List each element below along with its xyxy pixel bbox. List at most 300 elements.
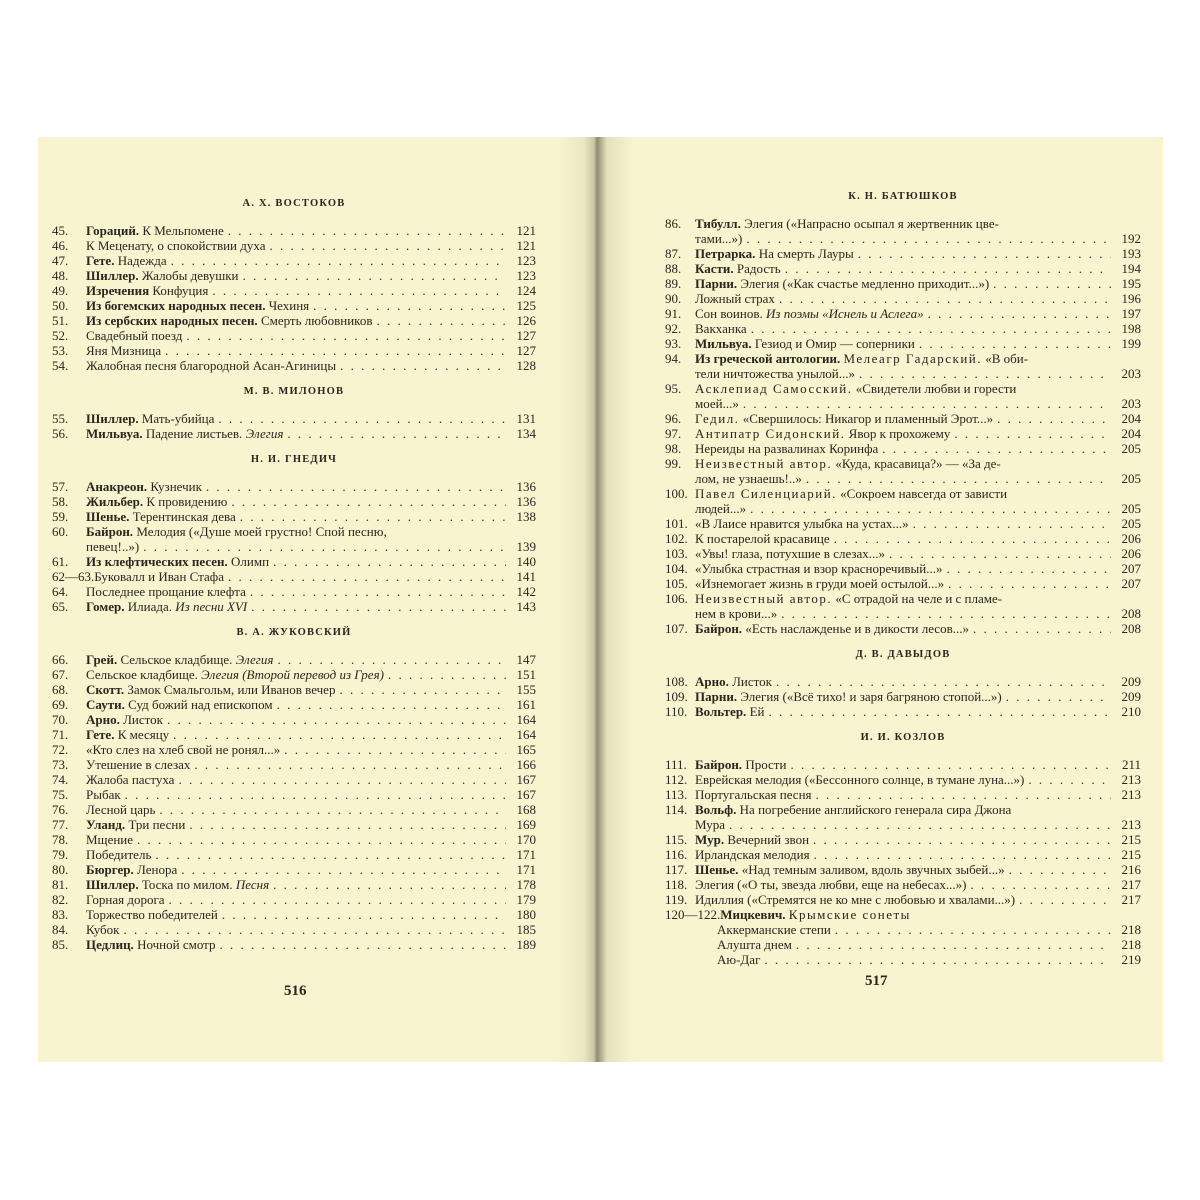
leader-dots [222, 907, 506, 922]
entry-body [86, 772, 506, 787]
entry-page: 193 [1121, 246, 1141, 261]
entry-title: Прости [745, 757, 787, 772]
toc-entry [52, 599, 536, 614]
entry-body [86, 847, 506, 862]
entry-page: 205 [1121, 441, 1141, 456]
entry-page: 198 [1121, 321, 1141, 336]
entry-body [717, 937, 1111, 952]
entry-text [86, 599, 247, 614]
entry-page: 168 [516, 802, 536, 817]
toc-entry [665, 531, 1141, 546]
entry-title: «С отрадой на челе и с пламе- [835, 591, 1003, 606]
leader-dots [993, 276, 1111, 291]
entry-body [86, 682, 506, 697]
entry-page: 161 [516, 697, 536, 712]
entry-title: На смерть Лауры [758, 246, 854, 261]
entry-author: Арно. [86, 712, 120, 727]
entry-page: 218 [1121, 922, 1141, 937]
entry-number: 113. [665, 787, 688, 802]
entry-title: Мать-убийца [141, 411, 215, 426]
entry-title: Смерть любовников [260, 313, 373, 328]
entry-page: 141 [516, 569, 536, 584]
leader-dots [167, 712, 506, 727]
entry-text [86, 343, 161, 358]
leader-dots [218, 411, 506, 426]
entry-body [86, 253, 506, 268]
toc-entry [665, 704, 1141, 719]
entry-text [695, 261, 781, 276]
toc-entry [52, 847, 536, 862]
entry-text [86, 268, 239, 283]
entry-title: Яня Мизница [86, 343, 162, 358]
entry-italic: Из песни XVI [175, 599, 248, 614]
toc-entry [52, 682, 536, 697]
entry-body [695, 276, 1111, 291]
entry-text [86, 817, 185, 832]
entry-page: 134 [516, 426, 536, 441]
toc-entry [665, 351, 1141, 381]
entry-title: Надежда [117, 253, 167, 268]
entry-number: 83. [52, 907, 69, 922]
entry-text [86, 847, 151, 862]
toc-entry [665, 486, 1141, 516]
entry-body [695, 261, 1111, 276]
entry-page: 140 [516, 554, 536, 569]
page-number: 517 [865, 973, 888, 989]
entry-title: Жалобная песня благородной Асан-Агиницы [86, 358, 337, 373]
toc-section [52, 196, 536, 373]
entry-body [86, 802, 506, 817]
entry-author: Из греческой антологии. [695, 351, 841, 366]
entry-title: «Куда, красавица?» — «За де- [835, 456, 1001, 471]
page-number: 516 [284, 983, 307, 999]
entry-page: 216 [1121, 862, 1141, 877]
entry-title: Вечерний звон [727, 832, 810, 847]
entry-number: 52. [52, 328, 69, 343]
leader-dots [269, 238, 506, 253]
leader-dots [165, 343, 506, 358]
entry-text [86, 667, 384, 682]
entry-line1 [695, 351, 1141, 366]
entry-body [86, 599, 506, 614]
leader-dots [231, 494, 506, 509]
entry-body [695, 411, 1111, 426]
entry-page: 204 [1121, 411, 1141, 426]
entry-text [86, 892, 165, 907]
entry-author: Касти. [695, 261, 734, 276]
entry-number: 46. [52, 238, 69, 253]
entry-body [695, 802, 1141, 832]
entry-text [86, 298, 309, 313]
entry-title: Победитель [86, 847, 152, 862]
entry-author: Жильбер. [86, 494, 144, 509]
toc-entry [665, 291, 1141, 306]
entry-text [86, 937, 215, 952]
leader-dots [750, 501, 1111, 516]
entry-number: 60. [52, 524, 69, 539]
entry-title: Алушта днем [717, 937, 792, 952]
toc-entry [665, 847, 1141, 862]
entry-page: 125 [516, 298, 536, 313]
entry-body [86, 862, 506, 877]
entry-author: Саути. [86, 697, 125, 712]
entry-line2 [695, 231, 1141, 246]
toc-entry [52, 802, 536, 817]
entry-number: 107. [665, 621, 688, 636]
entry-number: 73. [52, 757, 69, 772]
entry-author: Гомер. [86, 599, 125, 614]
leader-dots [123, 922, 506, 937]
section-title: М. В. МИЛОНОВ [243, 386, 345, 397]
leader-dots [376, 313, 506, 328]
entry-number: 120—122. [665, 907, 721, 922]
entry-number: 74. [52, 772, 69, 787]
entry-title: Мщение [86, 832, 134, 847]
leader-dots [143, 539, 506, 554]
entry-page: 151 [516, 667, 536, 682]
leader-dots [189, 817, 506, 832]
entry-line2 [86, 539, 536, 554]
entry-title: Вакханка [695, 321, 747, 336]
entry-number: 76. [52, 802, 69, 817]
entry-page: 205 [1121, 501, 1141, 516]
entry-title: «Сокроем навсегда от зависти [840, 486, 1008, 501]
entry-number: 75. [52, 787, 69, 802]
leader-dots [206, 479, 506, 494]
entry-author: Тибулл. [695, 216, 741, 231]
entry-page: 136 [516, 494, 536, 509]
entry-number: 58. [52, 494, 69, 509]
toc-entry [52, 742, 536, 757]
leader-dots [928, 306, 1111, 321]
entry-text [86, 877, 269, 892]
entry-title: Аккерманские степи [717, 922, 831, 937]
entry-title: Элегия («Всё тихо! и заря багряною стопой...») [740, 689, 1002, 704]
entry-text [86, 787, 121, 802]
leader-dots [813, 832, 1111, 847]
leader-dots [228, 223, 506, 238]
entry-title: Ленора [137, 862, 178, 877]
entry-page: 211 [1121, 757, 1141, 772]
entry-title: Тоска по милом. [141, 877, 233, 892]
entry-body [695, 486, 1141, 516]
toc-entry [52, 787, 536, 802]
entry-body [86, 328, 506, 343]
entry-author: Уланд. [86, 817, 126, 832]
leader-dots [816, 787, 1111, 802]
leader-dots [1009, 862, 1111, 877]
entry-page: 143 [516, 599, 536, 614]
entry-page: 207 [1121, 561, 1141, 576]
entry-italic: Из поэмы «Иснель и Аслега» [765, 306, 924, 321]
entry-text [695, 381, 1016, 396]
toc-entry [665, 381, 1141, 411]
entry-number: 111. [665, 757, 687, 772]
entry-text [86, 712, 163, 727]
entry-page: 126 [516, 313, 536, 328]
entry-page: 185 [516, 922, 536, 937]
toc-entry [665, 441, 1141, 456]
leader-dots [785, 261, 1111, 276]
entry-page: 171 [516, 862, 536, 877]
leader-dots [743, 396, 1111, 411]
entry-body [695, 321, 1111, 336]
toc-entry [665, 456, 1141, 486]
entry-title: «Свидетели любви и горести [855, 381, 1017, 396]
entry-title: Жалоба пастуха [86, 772, 175, 787]
entry-number: 116. [665, 847, 688, 862]
entry-title: Рыбак [86, 787, 121, 802]
entry-italic: Элегия [245, 426, 284, 441]
entry-author: Байрон. [695, 621, 743, 636]
entry-page: 207 [1121, 576, 1141, 591]
leader-dots [858, 246, 1111, 261]
entry-author: Грей. [86, 652, 118, 667]
entry-spaced-author: Неизвестный автор. [695, 591, 833, 606]
entry-text [695, 877, 966, 892]
entry-page: 179 [516, 892, 536, 907]
entry-title: «Увы! глаза, потухшие в слезах...» [695, 546, 886, 561]
leader-dots [776, 674, 1111, 689]
entry-page: 167 [516, 772, 536, 787]
entry-body [695, 561, 1111, 576]
entry-title: Последнее прощание клефта [86, 584, 246, 599]
toc-section [52, 384, 536, 441]
entry-page: 178 [516, 877, 536, 892]
leader-dots [768, 704, 1111, 719]
entry-title: Радость [736, 261, 781, 276]
entry-number: 97. [665, 426, 682, 441]
toc-entry [52, 479, 536, 494]
toc-entry [665, 832, 1141, 847]
entry-page: 121 [516, 238, 536, 253]
entry-page: 166 [516, 757, 536, 772]
toc-entry [665, 621, 1141, 636]
entry-title: Листок [123, 712, 163, 727]
entry-title: Лесной царь [86, 802, 156, 817]
entry-text [695, 832, 809, 847]
entry-text [695, 772, 1024, 787]
entry-title: Конфуция [152, 283, 209, 298]
entry-page: 208 [1121, 621, 1141, 636]
entry-number: 69. [52, 697, 69, 712]
entry-title: Еврейская мелодия («Бессонного солнце, в тумане луна...») [695, 772, 1025, 787]
entry-body [695, 862, 1111, 877]
entry-page: 124 [516, 283, 536, 298]
entry-number: 78. [52, 832, 69, 847]
entry-page: 195 [1121, 276, 1141, 291]
leader-dots [340, 358, 506, 373]
toc-entry [52, 298, 536, 313]
entry-text [695, 426, 950, 441]
leader-dots [1028, 772, 1111, 787]
entry-number: 101. [665, 516, 688, 531]
entry-author: Мицкевич. [720, 907, 786, 922]
entry-title: К месяцу [117, 727, 170, 742]
entry-number: 68. [52, 682, 69, 697]
entry-text [695, 246, 854, 261]
entry-line2 [695, 396, 1141, 411]
entry-text [695, 862, 1005, 877]
toc-entry [52, 358, 536, 373]
entry-number: 102. [665, 531, 688, 546]
leader-dots [277, 652, 506, 667]
toc-entry [665, 306, 1141, 321]
entry-title: Ложный страх [695, 291, 775, 306]
entry-text [695, 576, 944, 591]
entry-number: 82. [52, 892, 69, 907]
entry-number: 70. [52, 712, 69, 727]
entry-number: 105. [665, 576, 688, 591]
entry-text [717, 937, 792, 952]
entry-author: Мур. [695, 832, 725, 847]
entry-text [86, 584, 246, 599]
leader-dots [159, 802, 506, 817]
entry-body [86, 742, 506, 757]
entry-title: Замок Смальгольм, или Иванов вечер [127, 682, 336, 697]
toc-entry [665, 411, 1141, 426]
entry-line2 [695, 501, 1141, 516]
entry-text [86, 283, 208, 298]
entry-number: 95. [665, 381, 682, 396]
toc-entry [52, 426, 536, 441]
entry-body [695, 381, 1141, 411]
toc-entry [665, 246, 1141, 261]
entry-text [695, 757, 786, 772]
entry-author: Петрарка. [695, 246, 756, 261]
entry-text [86, 253, 167, 268]
entry-spaced-author: Асклепиад Самосский. [695, 381, 853, 396]
leader-dots [169, 892, 506, 907]
entry-spaced-author: Мелеагр Гадарский. [843, 351, 982, 366]
entry-page: 127 [516, 343, 536, 358]
entry-text [86, 238, 265, 253]
leader-dots [834, 531, 1111, 546]
entry-title: Свадебный поезд [86, 328, 183, 343]
entry-title: Сельское кладбище. [86, 667, 198, 682]
entry-text [86, 922, 119, 937]
toc-entry [665, 591, 1141, 621]
entry-line1 [695, 216, 1141, 231]
entry-title: Сон воинов. [695, 306, 763, 321]
toc-entry [665, 276, 1141, 291]
entry-page: 209 [1121, 674, 1141, 689]
entry-title: «Есть наслажденье и в дикости лесов...» [745, 621, 969, 636]
entry-italic: Песня [235, 877, 270, 892]
entry-text [86, 862, 177, 877]
entry-page: 203 [1121, 366, 1141, 381]
entry-page: 218 [1121, 937, 1141, 952]
entry-title: Элегия («Как счастье медленно приходит...») [740, 276, 990, 291]
toc-entry [52, 569, 536, 584]
leader-dots [173, 727, 506, 742]
toc-entry [665, 892, 1141, 907]
entry-text [695, 847, 810, 862]
entry-body [717, 952, 1111, 967]
leader-dots [178, 772, 506, 787]
entry-number: 48. [52, 268, 69, 283]
entry-text [695, 561, 943, 576]
entry-title: Олимп [231, 554, 270, 569]
section-title: В. А. ЖУКОВСКИЙ [236, 627, 352, 638]
entry-page: 128 [516, 358, 536, 373]
toc-section [52, 625, 536, 952]
entry-body [86, 298, 506, 313]
entry-text [86, 223, 224, 238]
entry-page: 164 [516, 712, 536, 727]
toc-section [665, 189, 1141, 636]
entry-number: 90. [665, 291, 682, 306]
toc-entry [665, 937, 1141, 952]
entry-page: 189 [516, 937, 536, 952]
entry-body [695, 892, 1111, 907]
entry-number: 99. [665, 456, 682, 471]
entry-number: 119. [665, 892, 688, 907]
entry-title: К Меценату, о спокойствии духа [86, 238, 266, 253]
entry-page: 197 [1121, 306, 1141, 321]
toc-entry [52, 343, 536, 358]
toc-entry [52, 328, 536, 343]
entry-number: 54. [52, 358, 69, 373]
leader-dots [1006, 689, 1111, 704]
entry-title: Три песни [128, 817, 186, 832]
section-title: Д. В. ДАВЫДОВ [855, 649, 951, 660]
entry-body [86, 313, 506, 328]
entry-spaced-author: Павел Силенциарий. [695, 486, 837, 501]
entry-author: Из сербских народных песен. [86, 313, 258, 328]
entry-page: 215 [1121, 847, 1141, 862]
leader-dots [339, 682, 506, 697]
entry-text [695, 321, 747, 336]
entry-spaced-author: Гедил. [695, 411, 740, 426]
entry-author: Шиллер. [86, 877, 139, 892]
toc-section [52, 452, 536, 614]
entry-title: «Свершилось: Никагор и пламенный Эрот...» [742, 411, 994, 426]
entry-number: 53. [52, 343, 69, 358]
entry-italic: Элегия [235, 652, 274, 667]
entry-number: 50. [52, 298, 69, 313]
entry-text [86, 757, 190, 772]
entry-author: Парни. [695, 276, 738, 291]
entry-page: 131 [516, 411, 536, 426]
leader-dots [751, 321, 1111, 336]
entry-body [86, 223, 506, 238]
entry-text [86, 426, 283, 441]
entry-text [86, 509, 236, 524]
section-title: К. Н. БАТЮШКОВ [848, 191, 958, 202]
toc-entry [665, 561, 1141, 576]
leader-dots [997, 411, 1111, 426]
entry-title: Терентинская дева [132, 509, 236, 524]
entry-author: Вольф. [695, 802, 737, 817]
entry-number: 93. [665, 336, 682, 351]
entry-number: 61. [52, 554, 69, 569]
entry-number: 117. [665, 862, 688, 877]
entry-page: 210 [1121, 704, 1141, 719]
entry-title: Португальская песня [695, 787, 812, 802]
toc-entry [52, 697, 536, 712]
toc-entry [52, 877, 536, 892]
toc-entry [52, 253, 536, 268]
entry-page: 209 [1121, 689, 1141, 704]
leader-dots [284, 742, 506, 757]
entry-title: «Над темным заливом, вдоль звучных зыбей...» [741, 862, 1005, 877]
entry-number: 71. [52, 727, 69, 742]
entry-text [86, 742, 280, 757]
entry-number: 56. [52, 426, 69, 441]
leader-dots [219, 937, 506, 952]
leader-dots [796, 937, 1111, 952]
